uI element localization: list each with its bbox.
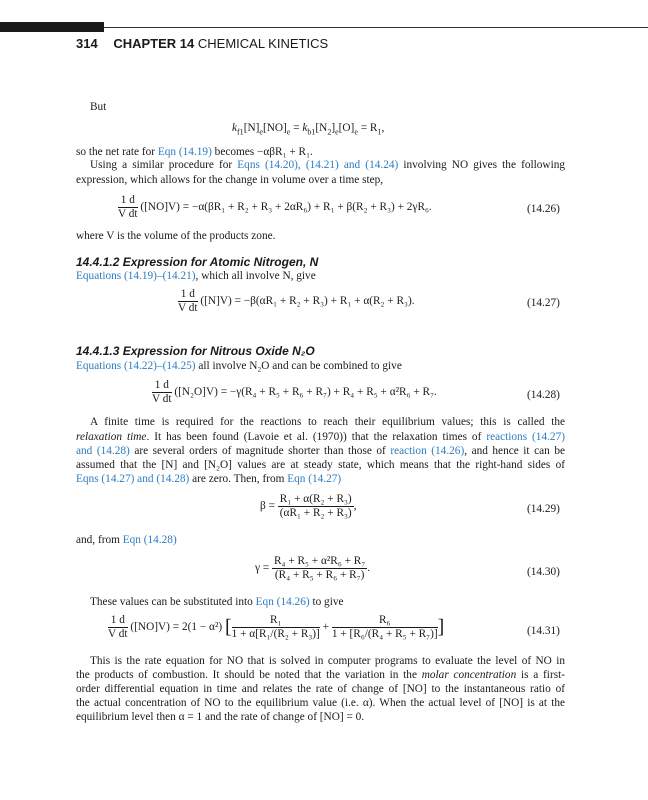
heading-atomic-nitrogen: 14.4.1.2 Expression for Atomic Nitrogen, N (76, 255, 319, 269)
eqno-14-28: (14.28) (527, 389, 560, 401)
paragraph-finite-2: relaxation time. It has been found (Lavoie et al. (1970)) that the relaxation times of reactions (14.27) (76, 431, 565, 443)
equation-14-26: $\frac{1 d}{\text{V dt}}$ ([NO]V) = −α(βR₁ + R₂ + R₃ + 2αR₆) + R₁ + β(R₂ + R₃) + 2γR₆. (118, 194, 432, 220)
paragraph-atomic: Equations (14.19)–(14.21), which all involve N, give (76, 270, 316, 282)
running-header (76, 36, 328, 51)
paragraph-final-2: the products of combustion. It should be noted that the variation in the molar concentration is a first- (76, 669, 566, 681)
link-eqns-1427-1428[interactable]: Eqns (14.27) and (14.28) (76, 473, 190, 485)
page-number: 314 (76, 36, 98, 51)
paragraph-net-rate: so the net rate for Eqn (14.19) becomes −αβR₁ + R₁. (76, 146, 313, 158)
eqno-14-31: (14.31) (527, 625, 560, 637)
paragraph-but: But (90, 101, 107, 113)
equation-14-29: β = $\frac{\text{R₁ + α(R₂ + R₃)}}{\text{(αR₁ + R₂ + R₃)}}$ , (260, 493, 357, 519)
link-eqns-1420[interactable]: Eqns (14.20), (14.21) and (14.24) (237, 159, 399, 171)
paragraph-finite-4: assumed that the [N] and [N₂O] values are at steady state, which means that the right-hand sides of (76, 459, 565, 471)
paragraph-final-3: order differential equation in time and relates the rate of change of [NO] to the instantaneous ratio of (76, 683, 565, 695)
paragraph-final-4: the actual concentration of NO to the equilibrium value (i.e. α). When the actual level of [NO] is at the (76, 697, 565, 709)
paragraph-final-5: equilibrium level then α = 1 and the rate of change of [NO] = 0. (76, 711, 365, 723)
link-eqn-1419[interactable]: Eqn (14.19) (157, 146, 212, 158)
header-rule (104, 27, 648, 28)
paragraph-finite-5: Eqns (14.27) and (14.28) are zero. Then, from Eqn (14.27) (76, 473, 342, 485)
eqno-14-29: (14.29) (527, 503, 560, 515)
paragraph-finite-3: and (14.28) are several orders of magnitude shorter than those of reaction (14.26), and hence it can be (76, 445, 565, 457)
link-equations-1419[interactable]: Equations (14.19)–(14.21) (76, 270, 196, 282)
paragraph-substitute: These values can be substituted into Eqn (14.26) to give (90, 596, 344, 608)
link-eqn-1427[interactable]: Eqn (14.27) (287, 473, 342, 485)
equation-equilibrium: $k_{f1}[N]_e[NO]_e = k_{b1}[N_2]_e[O]_e = R_1$, (232, 122, 385, 137)
equation-14-27: $\frac{1 d}{\text{V dt}}$ ([N]V) = −β(αR₁ + R₂ + R₃) + R₁ + α(R₂ + R₃). (178, 288, 415, 314)
equation-14-28: $\frac{1 d}{\text{V dt}}$ ([N₂O]V) = −γ(R₄ + R₅ + R₆ + R₇) + R₄ + R₅ + α²R₆ + R₇. (152, 379, 437, 405)
eqno-14-30: (14.30) (527, 566, 560, 578)
paragraph-final-1: This is the rate equation for NO that is solved in computer programs to evaluate the level of NO in (90, 655, 565, 667)
link-eqn-1426[interactable]: Eqn (14.26) (255, 596, 310, 608)
equation-14-30: γ = $\frac{\text{R₄ + R₅ + α²R₆ + R₇}}{\text{(R₄ + R₅ + R₆ + R₇)}}$ . (255, 555, 371, 581)
chapter-title: CHEMICAL KINETICS (197, 36, 329, 51)
link-reaction-1426[interactable]: reaction (14.26) (390, 445, 465, 457)
link-and-1428[interactable]: and (14.28) (76, 445, 130, 457)
heading-nitrous-oxide: 14.4.1.3 Expression for Nitrous Oxide N₂O (76, 344, 315, 358)
eqno-14-26: (14.26) (527, 203, 560, 215)
paragraph-similar: Using a similar procedure for Eqns (14.20), (14.21) and (14.24) involving NO gives the following (90, 159, 566, 171)
link-equations-1422[interactable]: Equations (14.22)–(14.25) (76, 360, 196, 372)
equation-14-31: $\frac{1 d}{\text{V dt}}$ ([NO]V) = 2(1 − α²) [ $\frac{\text{R₁}}{\text{1 + α[R₁/(R₂ + R₃)]}}$ + $\frac{\text{R₆}}{\text{1 + [R₆/(R₄ + R₅ + R₇)]}}$ ] (108, 614, 445, 640)
paragraph-and-from: and, from Eqn (14.28) (76, 534, 177, 546)
paragraph-nitrous: Equations (14.22)–(14.25) all involve N₂O and can be combined to give (76, 360, 402, 372)
header-bar (0, 22, 104, 32)
paragraph-similar-cont: expression, which allows for the change in volume over a time step, (76, 174, 384, 186)
paragraph-where-v: where V is the volume of the products zone. (76, 230, 276, 242)
link-reactions-1427[interactable]: reactions (14.27) (486, 431, 565, 443)
paragraph-finite-1: A finite time is required for the reactions to reach their equilibrium values; this is called the (90, 416, 565, 428)
link-eqn-1428[interactable]: Eqn (14.28) (122, 534, 177, 546)
eqno-14-27: (14.27) (527, 297, 560, 309)
chapter-label: CHAPTER 14 (113, 36, 195, 51)
